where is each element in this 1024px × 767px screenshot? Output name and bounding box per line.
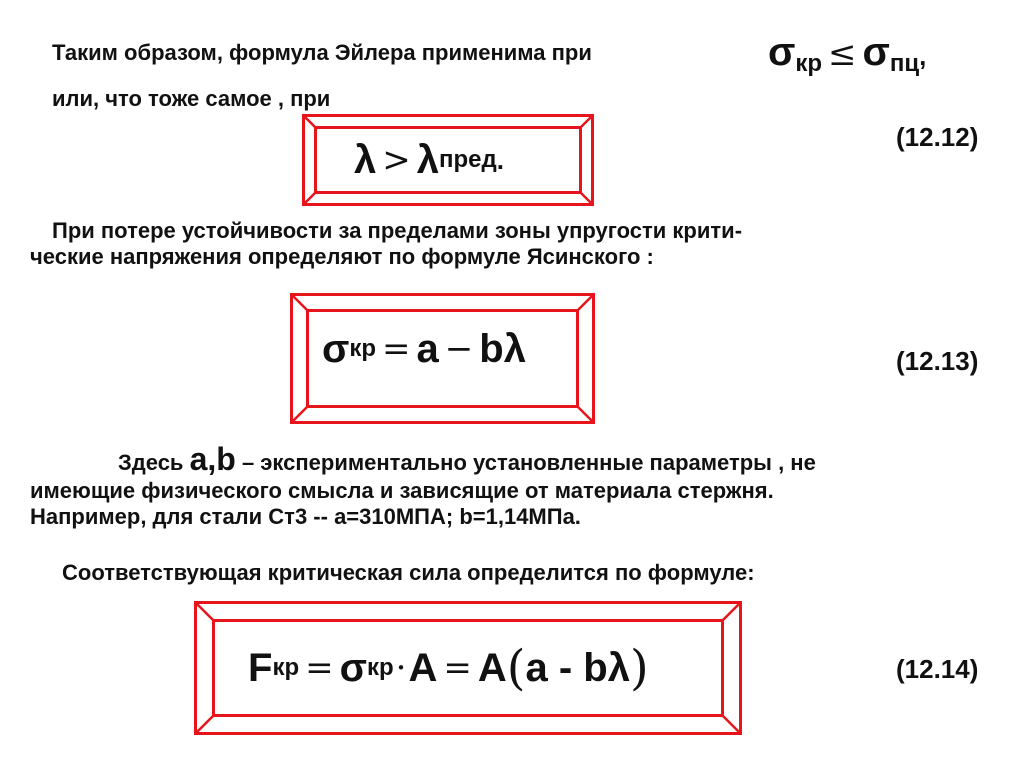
comma: ,: [919, 41, 927, 71]
equation-frame-12-12: [302, 114, 594, 206]
lambda-symbol: λ: [416, 138, 439, 182]
area-symbol: A: [477, 646, 507, 690]
equation-frame-12-13: [290, 293, 595, 424]
intro-line-2: или, что тоже самое , при: [52, 86, 331, 111]
intro-text: Таким образом, формула Эйлера применима при: [52, 40, 592, 65]
minus-symbol: −: [444, 329, 474, 369]
rhs-b-lambda: bλ: [479, 327, 526, 371]
dot: .: [496, 145, 504, 175]
force-intro: Соответствующая критическая сила определится по формуле:: [62, 560, 755, 585]
subscript-pred: пред: [439, 146, 497, 173]
rhs-a: a: [416, 327, 439, 371]
leq-symbol: ≤: [828, 34, 857, 74]
params-ab: a,b: [189, 441, 236, 477]
equation-frame-12-14: [194, 601, 742, 735]
subscript-kr: кр: [349, 335, 377, 362]
equation-number-12-12: (12.12): [896, 122, 979, 152]
area-symbol: A: [408, 646, 438, 690]
sigma-symbol: σ: [339, 646, 367, 690]
sigma-symbol: σ: [768, 30, 796, 74]
params-line-2: имеющие физического смысла и зависящие от материала стержня.: [30, 478, 774, 503]
intro-line-1: [52, 40, 592, 66]
subscript-pc: пц: [889, 50, 920, 77]
params-line-1: [118, 441, 816, 477]
equation-number-12-14: (12.14): [896, 654, 979, 684]
equation-12-12: [302, 114, 594, 206]
subscript-kr: кр: [366, 654, 394, 681]
subscript-kr: кр: [795, 50, 823, 77]
subscript-kr: кр: [272, 654, 300, 681]
yasinsky-line-2: ческие напряжения определяют по формуле Ясинского :: [30, 244, 654, 269]
equation-12-14: [194, 601, 742, 735]
eq-symbol: =: [443, 648, 472, 688]
paren-open: (: [506, 640, 526, 696]
force-symbol: F: [248, 646, 273, 690]
yasinsky-line-1: При потере устойчивости за пределами зоны упругости крити-: [52, 218, 743, 243]
lambda-symbol: λ: [354, 138, 377, 182]
inner-expression: a - bλ: [525, 646, 630, 690]
gt-symbol: >: [382, 140, 411, 180]
sigma-symbol: σ: [322, 327, 350, 371]
paren-close: ): [629, 640, 649, 696]
dot-symbol: ·: [395, 648, 407, 688]
eq-symbol: =: [305, 648, 334, 688]
equation-12-13: [290, 293, 595, 424]
params-rest: – экспериментально установленные параметры , не: [241, 450, 816, 475]
sigma-symbol: σ: [862, 30, 890, 74]
intro-inequality: [768, 30, 926, 86]
eq-symbol: =: [382, 329, 411, 369]
params-prefix: Здесь: [118, 450, 184, 475]
equation-number-12-13: (12.13): [896, 346, 979, 376]
params-line-3: Например, для стали Ст3 -- a=310МПА; b=1,14МПа.: [30, 504, 581, 529]
